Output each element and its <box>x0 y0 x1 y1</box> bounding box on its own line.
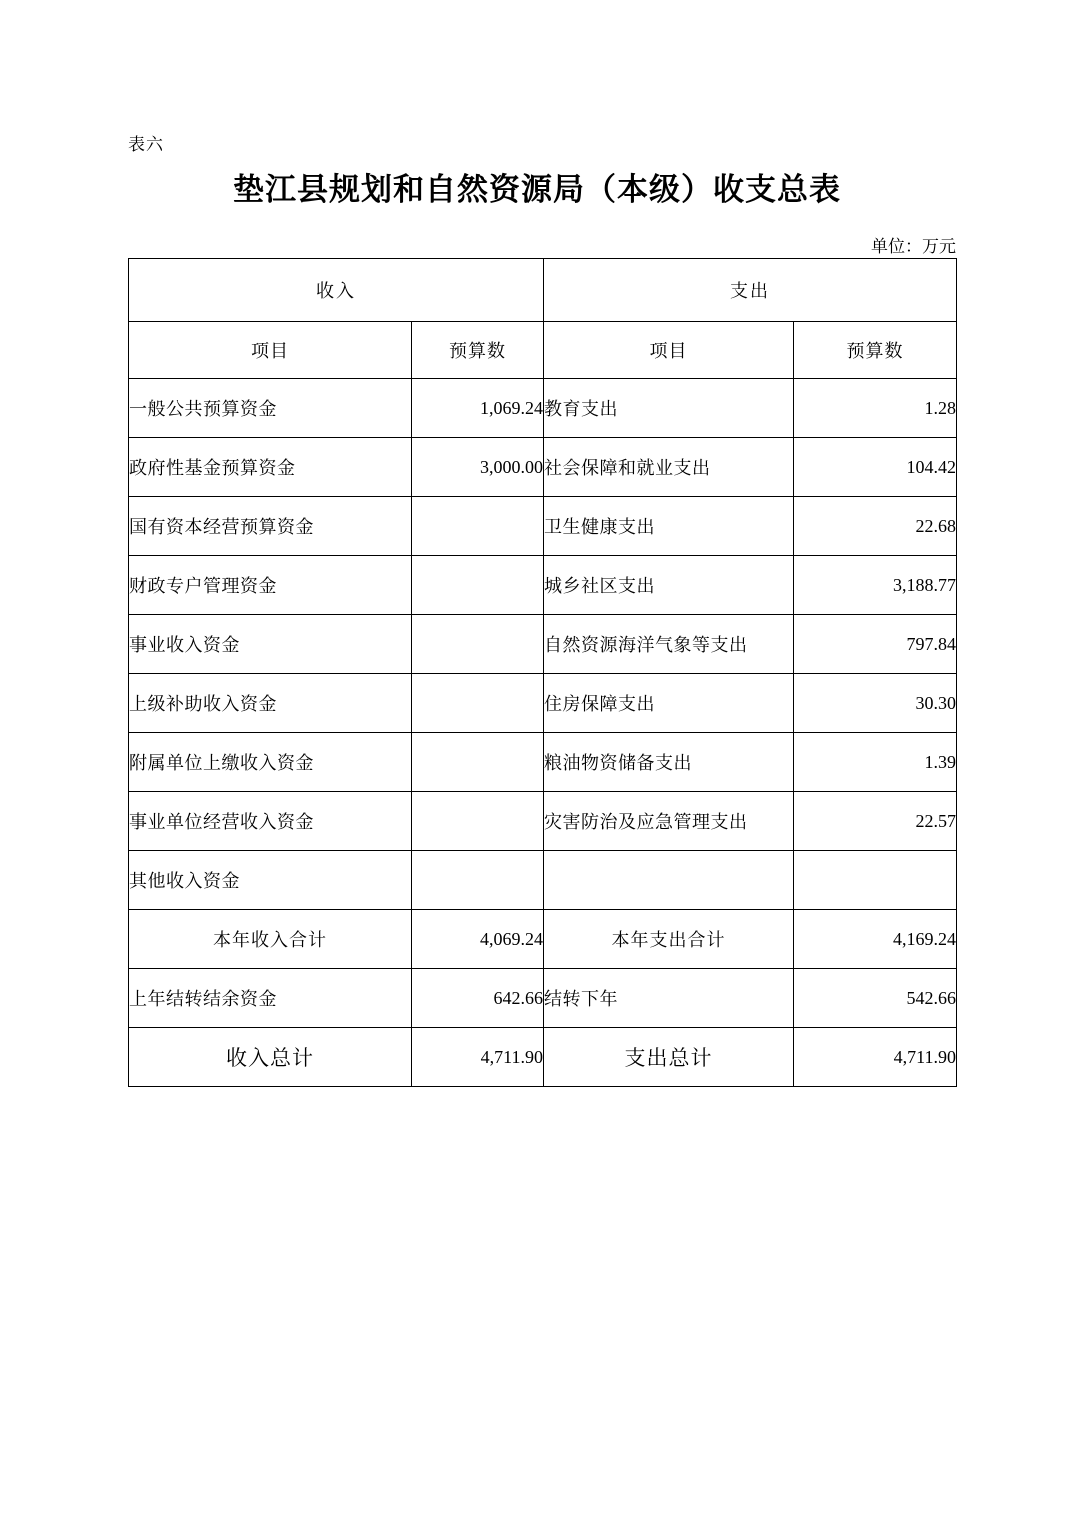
income-amount <box>412 556 544 615</box>
table-row <box>129 733 957 792</box>
expenditure-amount: 1.39 <box>794 733 957 792</box>
income-item: 事业单位经营收入资金 <box>129 792 412 851</box>
expenditure-amount <box>794 851 957 910</box>
carryover-expenditure-amount: 542.66 <box>794 969 957 1028</box>
expenditure-amount: 22.57 <box>794 792 957 851</box>
table-group-header-row <box>129 259 957 322</box>
carryover-income-label: 上年结转结余资金 <box>129 969 412 1028</box>
group-header-expenditure: 支出 <box>544 259 957 322</box>
income-item: 财政专户管理资金 <box>129 556 412 615</box>
expenditure-item: 粮油物资储备支出 <box>544 733 794 792</box>
expenditure-item: 住房保障支出 <box>544 674 794 733</box>
unit-note: 单位：万元 <box>871 237 956 256</box>
income-item: 国有资本经营预算资金 <box>129 497 412 556</box>
income-amount <box>412 674 544 733</box>
expenditure-item: 社会保障和就业支出 <box>544 438 794 497</box>
income-item: 政府性基金预算资金 <box>129 438 412 497</box>
income-amount <box>412 733 544 792</box>
table-row <box>129 792 957 851</box>
table-row <box>129 615 957 674</box>
subtotal-income-label: 本年收入合计 <box>129 910 412 969</box>
carryover-expenditure-label: 结转下年 <box>544 969 794 1028</box>
expenditure-item: 自然资源海洋气象等支出 <box>544 615 794 674</box>
expenditure-item <box>544 851 794 910</box>
sheet-label: 表六 <box>128 135 164 154</box>
page-title: 垫江县规划和自然资源局（本级）收支总表 <box>233 172 841 207</box>
expenditure-item: 教育支出 <box>544 379 794 438</box>
expenditure-amount: 30.30 <box>794 674 957 733</box>
table-row <box>129 851 957 910</box>
income-item: 其他收入资金 <box>129 851 412 910</box>
column-header-expenditure-amount: 预算数 <box>794 322 957 379</box>
expenditure-item: 灾害防治及应急管理支出 <box>544 792 794 851</box>
table-row <box>129 438 957 497</box>
expenditure-amount: 1.28 <box>794 379 957 438</box>
total-income-amount: 4,711.90 <box>412 1028 544 1087</box>
income-item: 附属单位上缴收入资金 <box>129 733 412 792</box>
expenditure-amount: 3,188.77 <box>794 556 957 615</box>
income-item: 一般公共预算资金 <box>129 379 412 438</box>
total-income-label: 收入总计 <box>129 1028 412 1087</box>
column-header-expenditure-item: 项目 <box>544 322 794 379</box>
budget-summary-table <box>128 258 957 1087</box>
table-column-header-row <box>129 322 957 379</box>
expenditure-amount: 797.84 <box>794 615 957 674</box>
income-amount <box>412 497 544 556</box>
table-row <box>129 674 957 733</box>
total-expenditure-label: 支出总计 <box>544 1028 794 1087</box>
table-row <box>129 497 957 556</box>
income-item: 事业收入资金 <box>129 615 412 674</box>
table-row <box>129 379 957 438</box>
group-header-income: 收入 <box>129 259 544 322</box>
income-amount <box>412 615 544 674</box>
income-amount <box>412 851 544 910</box>
expenditure-amount: 22.68 <box>794 497 957 556</box>
table-subtotal-row <box>129 910 957 969</box>
expenditure-amount: 104.42 <box>794 438 957 497</box>
income-amount: 1,069.24 <box>412 379 544 438</box>
income-amount: 3,000.00 <box>412 438 544 497</box>
subtotal-expenditure-amount: 4,169.24 <box>794 910 957 969</box>
income-amount <box>412 792 544 851</box>
total-expenditure-amount: 4,711.90 <box>794 1028 957 1087</box>
income-item: 上级补助收入资金 <box>129 674 412 733</box>
table-row <box>129 556 957 615</box>
expenditure-item: 城乡社区支出 <box>544 556 794 615</box>
column-header-income-amount: 预算数 <box>412 322 544 379</box>
carryover-income-amount: 642.66 <box>412 969 544 1028</box>
subtotal-income-amount: 4,069.24 <box>412 910 544 969</box>
table-total-row <box>129 1028 957 1087</box>
column-header-income-item: 项目 <box>129 322 412 379</box>
subtotal-expenditure-label: 本年支出合计 <box>544 910 794 969</box>
table-carryover-row <box>129 969 957 1028</box>
expenditure-item: 卫生健康支出 <box>544 497 794 556</box>
